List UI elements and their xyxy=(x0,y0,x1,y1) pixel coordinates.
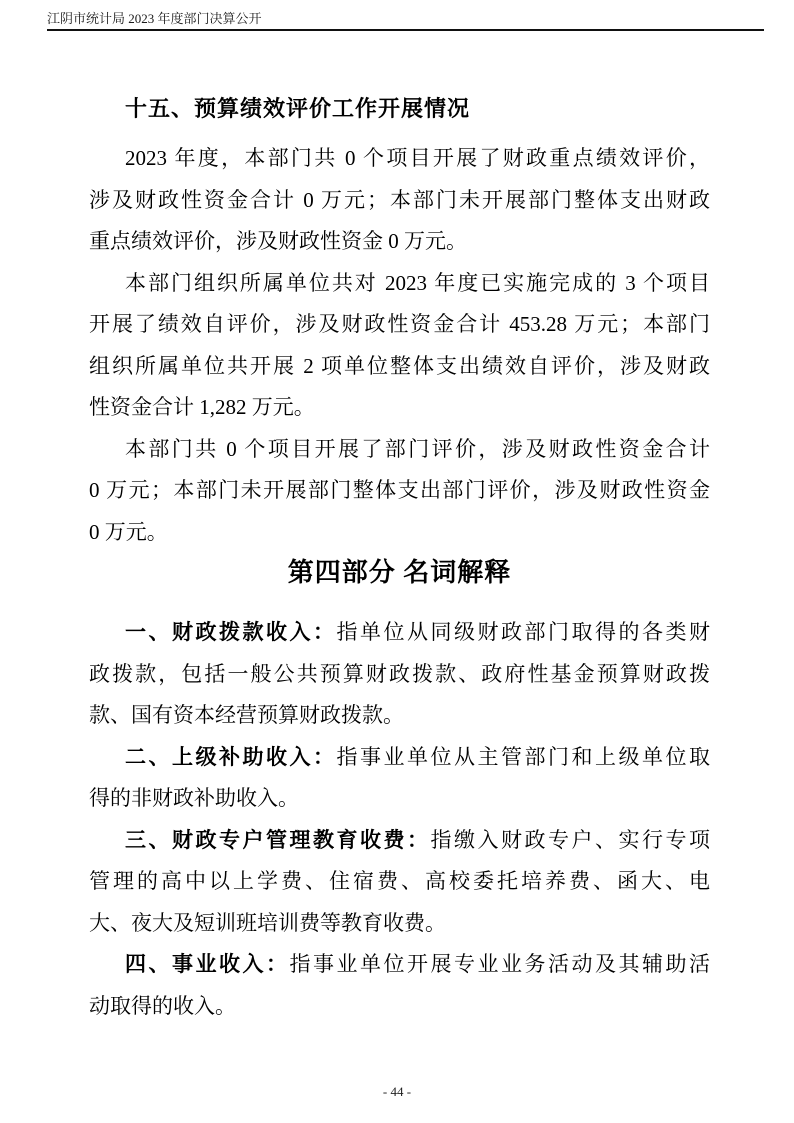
paragraph-line: 款、国有资本经营预算财政拨款。 xyxy=(89,703,404,727)
paragraph-line: 本部门共 0 个项目开展了部门评价，涉及财政性资金合计 xyxy=(125,436,710,461)
section-heading: 十五、预算绩效评价工作开展情况 xyxy=(125,96,471,121)
paragraph-line: 动取得的收入。 xyxy=(89,993,236,1018)
term-text: 指事业单位从主管部门和上级单位取 xyxy=(336,744,710,769)
paragraph-line: 政拨款，包括一般公共预算财政拨款、政府性基金预算财政拨 xyxy=(89,661,710,686)
term-paragraph xyxy=(89,612,710,737)
term-lead: 三、财政专户管理教育收费： xyxy=(125,827,431,852)
paragraph-line: 本部门组织所属单位共对 2023 年度已实施完成的 3 个项目 xyxy=(125,270,710,295)
term-paragraph xyxy=(89,944,710,1027)
term-text: 指单位从同级财政部门取得的各类财 xyxy=(336,620,710,644)
paragraph-line: 组织所属单位共开展 2 项单位整体支出绩效自评价，涉及财政 xyxy=(89,353,710,378)
paragraph xyxy=(89,263,710,429)
term-paragraph xyxy=(89,737,710,820)
paragraph-line: 管理的高中以上学费、住宿费、高校委托培养费、函大、电 xyxy=(89,869,710,893)
part-heading: 第四部分 名词解释 xyxy=(287,558,512,587)
paragraph-line: 0 万元。 xyxy=(89,519,168,544)
paragraph-line: 0 万元；本部门未开展部门整体支出部门评价，涉及财政性资金 xyxy=(89,478,710,502)
paragraph-line: 涉及财政性资金合计 0 万元；本部门未开展部门整体支出财政 xyxy=(89,187,710,212)
document-body xyxy=(89,94,710,1027)
paragraph xyxy=(89,429,710,554)
paragraph-line xyxy=(89,737,710,779)
term-lead: 四、事业收入： xyxy=(125,952,290,976)
paragraph-line: 得的非财政补助收入。 xyxy=(89,786,299,810)
term-text: 指缴入财政专户、实行专项 xyxy=(430,827,710,852)
term-text: 指事业单位开展专业业务活动及其辅助活 xyxy=(289,952,710,976)
paragraph-line: 开展了绩效自评价，涉及财政性资金合计 453.28 万元；本部门 xyxy=(89,312,710,336)
paragraph xyxy=(89,138,710,263)
paragraph-line xyxy=(89,612,710,654)
paragraph-line: 2023 年度，本部门共 0 个项目开展了财政重点绩效评价， xyxy=(125,146,710,170)
page-header xyxy=(47,10,764,31)
paragraph-line: 大、夜大及短训班培训费等教育收费。 xyxy=(89,910,446,935)
page-number: - 44 - xyxy=(382,1084,412,1099)
term-paragraph xyxy=(89,820,710,945)
header-title: 江阴市统计局 2023 年度部门决算公开 xyxy=(47,11,262,26)
term-lead: 一、财政拨款收入： xyxy=(125,620,337,644)
term-lead: 二、上级补助收入： xyxy=(125,744,337,769)
paragraph-line xyxy=(89,944,710,986)
paragraph-line xyxy=(89,820,710,862)
paragraph-line: 性资金合计 1,282 万元。 xyxy=(89,395,315,419)
paragraph-line: 重点绩效评价，涉及财政性资金 0 万元。 xyxy=(89,229,467,253)
